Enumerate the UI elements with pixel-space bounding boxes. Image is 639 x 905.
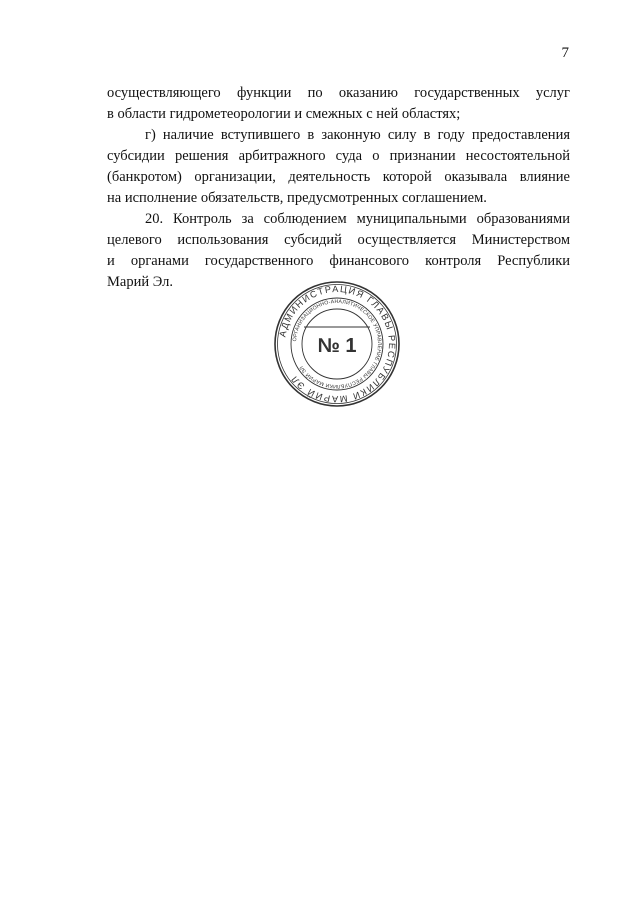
paragraph-item-20: 20. Контроль за соблюдением муниципальными образованиями [145,211,570,227]
paragraph-item-g-line: (банкротом) организации, деятельность которой оказывала влияние [107,169,570,185]
paragraph-item-g: г) наличие вступившего в законную силу в году предоставления [145,127,570,143]
seal-graphic [273,280,401,408]
seal-outer-text: АДМИНИСТРАЦИЯ ГЛАВЫ РЕСПУБЛИКИ МАРИЙ ЭЛ [277,283,398,405]
document-body [107,83,570,293]
official-seal-stamp [273,280,401,408]
paragraph-item-g-end: на исполнение обязательств, предусмотренных соглашением. [107,190,487,206]
paragraph-continuation: осуществляющего функции по оказанию государственных услуг [107,85,570,101]
paragraph-item-20-end: Марий Эл. [107,274,173,290]
seal-center-number: № 1 [317,335,357,357]
page-number: 7 [561,45,569,61]
paragraph-item-20-line: целевого использования субсидий осуществляется Министерством [107,232,570,248]
paragraph-item-20-line: и органами государственного финансового контроля Республики [107,253,570,269]
paragraph-continuation-end: в области гидрометеорологии и смежных с ней областях; [107,106,461,122]
seal-inner-text: ОРГАНИЗАЦИОННО-АНАЛИТИЧЕСКОЕ УПРАВЛЕНИЕ ГЛАВЫ РЕСПУБЛИКИ МАРИЙ ЭЛ [292,298,383,390]
paragraph-item-g-line: субсидии решения арбитражного суда о признании несостоятельной [107,148,570,164]
